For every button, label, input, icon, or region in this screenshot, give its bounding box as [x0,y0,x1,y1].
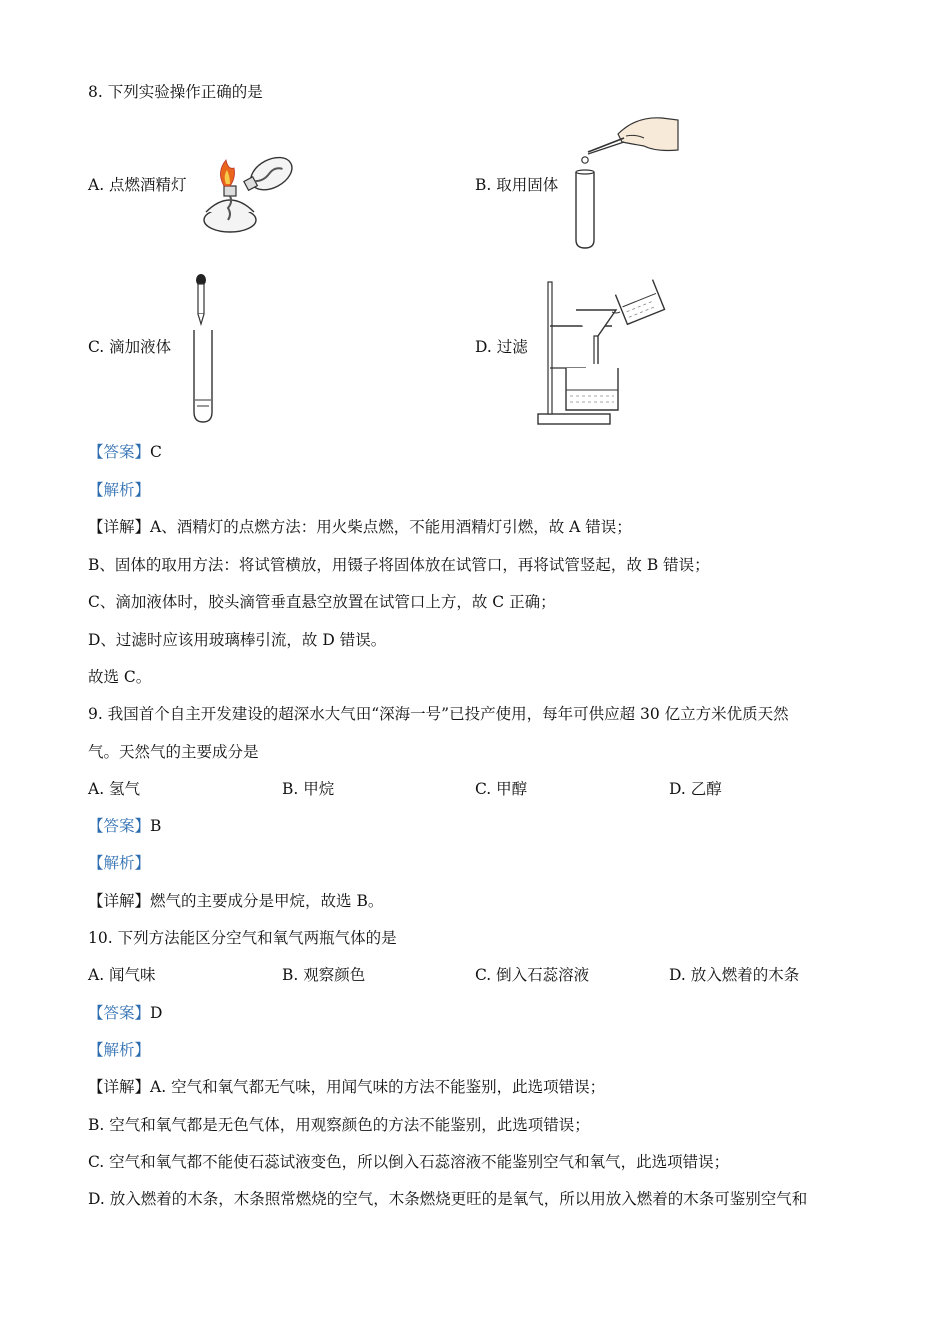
q9-answer [88,816,161,836]
answer-value: B [150,817,162,835]
answer-value: C [150,443,162,461]
question-10-stem: 10. 下列方法能区分空气和氧气两瓶气体的是 [88,929,397,947]
detail-text: 燃气的主要成分是甲烷，故选 B。 [150,892,384,910]
detail-tag: 【详解】 [88,892,151,910]
q8-option-b: B. 取用固体 [475,176,559,194]
q8-option-a: A. 点燃酒精灯 [88,176,187,194]
liquid-dropping-figure [188,272,222,424]
q10-option-d: D. 放入燃着的木条 [669,966,800,984]
filtration-figure [536,272,666,428]
analysis-tag: 【解析】 [88,481,151,499]
q10-option-a: A. 闻气味 [88,966,156,984]
q8-answer [88,442,162,462]
q8-detail-line: D、过滤时应该用玻璃棒引流，故 D 错误。 [88,631,387,649]
q10-option-b: B. 观察颜色 [282,966,366,984]
q10-answer [88,1003,162,1023]
q9-option-c: C. 甲醇 [475,780,528,798]
q10-detail-line [88,1077,605,1097]
detail-tag: 【详解】 [88,1078,151,1096]
q8-detail-line: B、固体的取用方法：将试管横放，用镊子将固体放在试管口，再将试管竖起，故 B 错误； [88,556,710,574]
q10-analysis [88,1040,150,1060]
answer-tag: 【答案】 [88,1004,151,1022]
q10-detail-line: C. 空气和氧气都不能使石蕊试液变色，所以倒入石蕊溶液不能鉴别空气和氧气，此选项错误； [88,1153,730,1171]
q8-conclusion: 故选 C。 [88,668,152,686]
q8-option-d: D. 过滤 [475,338,528,356]
question-9-stem: 9. 我国首个自主开发建设的超深水大气田“深海一号”已投产使用，每年可供应超 30 亿立方米优质天然 [88,705,789,723]
q9-option-a: A. 氢气 [88,780,141,798]
q8-option-c: C. 滴加液体 [88,338,172,356]
solid-taking-figure [566,112,682,252]
q9-option-d: D. 乙醇 [669,780,722,798]
answer-value: D [150,1004,163,1022]
q9-option-b: B. 甲烷 [282,780,335,798]
answer-tag: 【答案】 [88,443,151,461]
q8-detail-line [88,517,632,537]
analysis-tag: 【解析】 [88,854,151,872]
analysis-tag: 【解析】 [88,1041,151,1059]
detail-tag: 【详解】 [88,518,151,536]
q9-analysis [88,853,150,873]
question-9-stem-cont: 气。天然气的主要成分是 [88,743,259,761]
q10-detail-line: B. 空气和氧气都是无色气体，用观察颜色的方法不能鉴别，此选项错误； [88,1116,590,1134]
alcohol-lamp-lighting-figure [196,132,306,240]
q10-detail-line: D. 放入燃着的木条，木条照常燃烧的空气，木条燃烧更旺的是氧气，所以用放入燃着的木条可鉴别空气和 [88,1190,808,1208]
detail-text: A. 空气和氧气都无气味，用闻气味的方法不能鉴别，此选项错误； [150,1078,606,1096]
q9-detail-line [88,891,383,911]
detail-text: A、酒精灯的点燃方法：用火柴点燃，不能用酒精灯引燃，故 A 错误； [150,518,632,536]
answer-tag: 【答案】 [88,817,151,835]
q8-analysis [88,480,150,500]
q8-detail-line: C、滴加液体时，胶头滴管垂直悬空放置在试管口上方，故 C 正确； [88,593,556,611]
q10-option-c: C. 倒入石蕊溶液 [475,966,590,984]
question-8-stem: 8. 下列实验操作正确的是 [88,83,263,101]
